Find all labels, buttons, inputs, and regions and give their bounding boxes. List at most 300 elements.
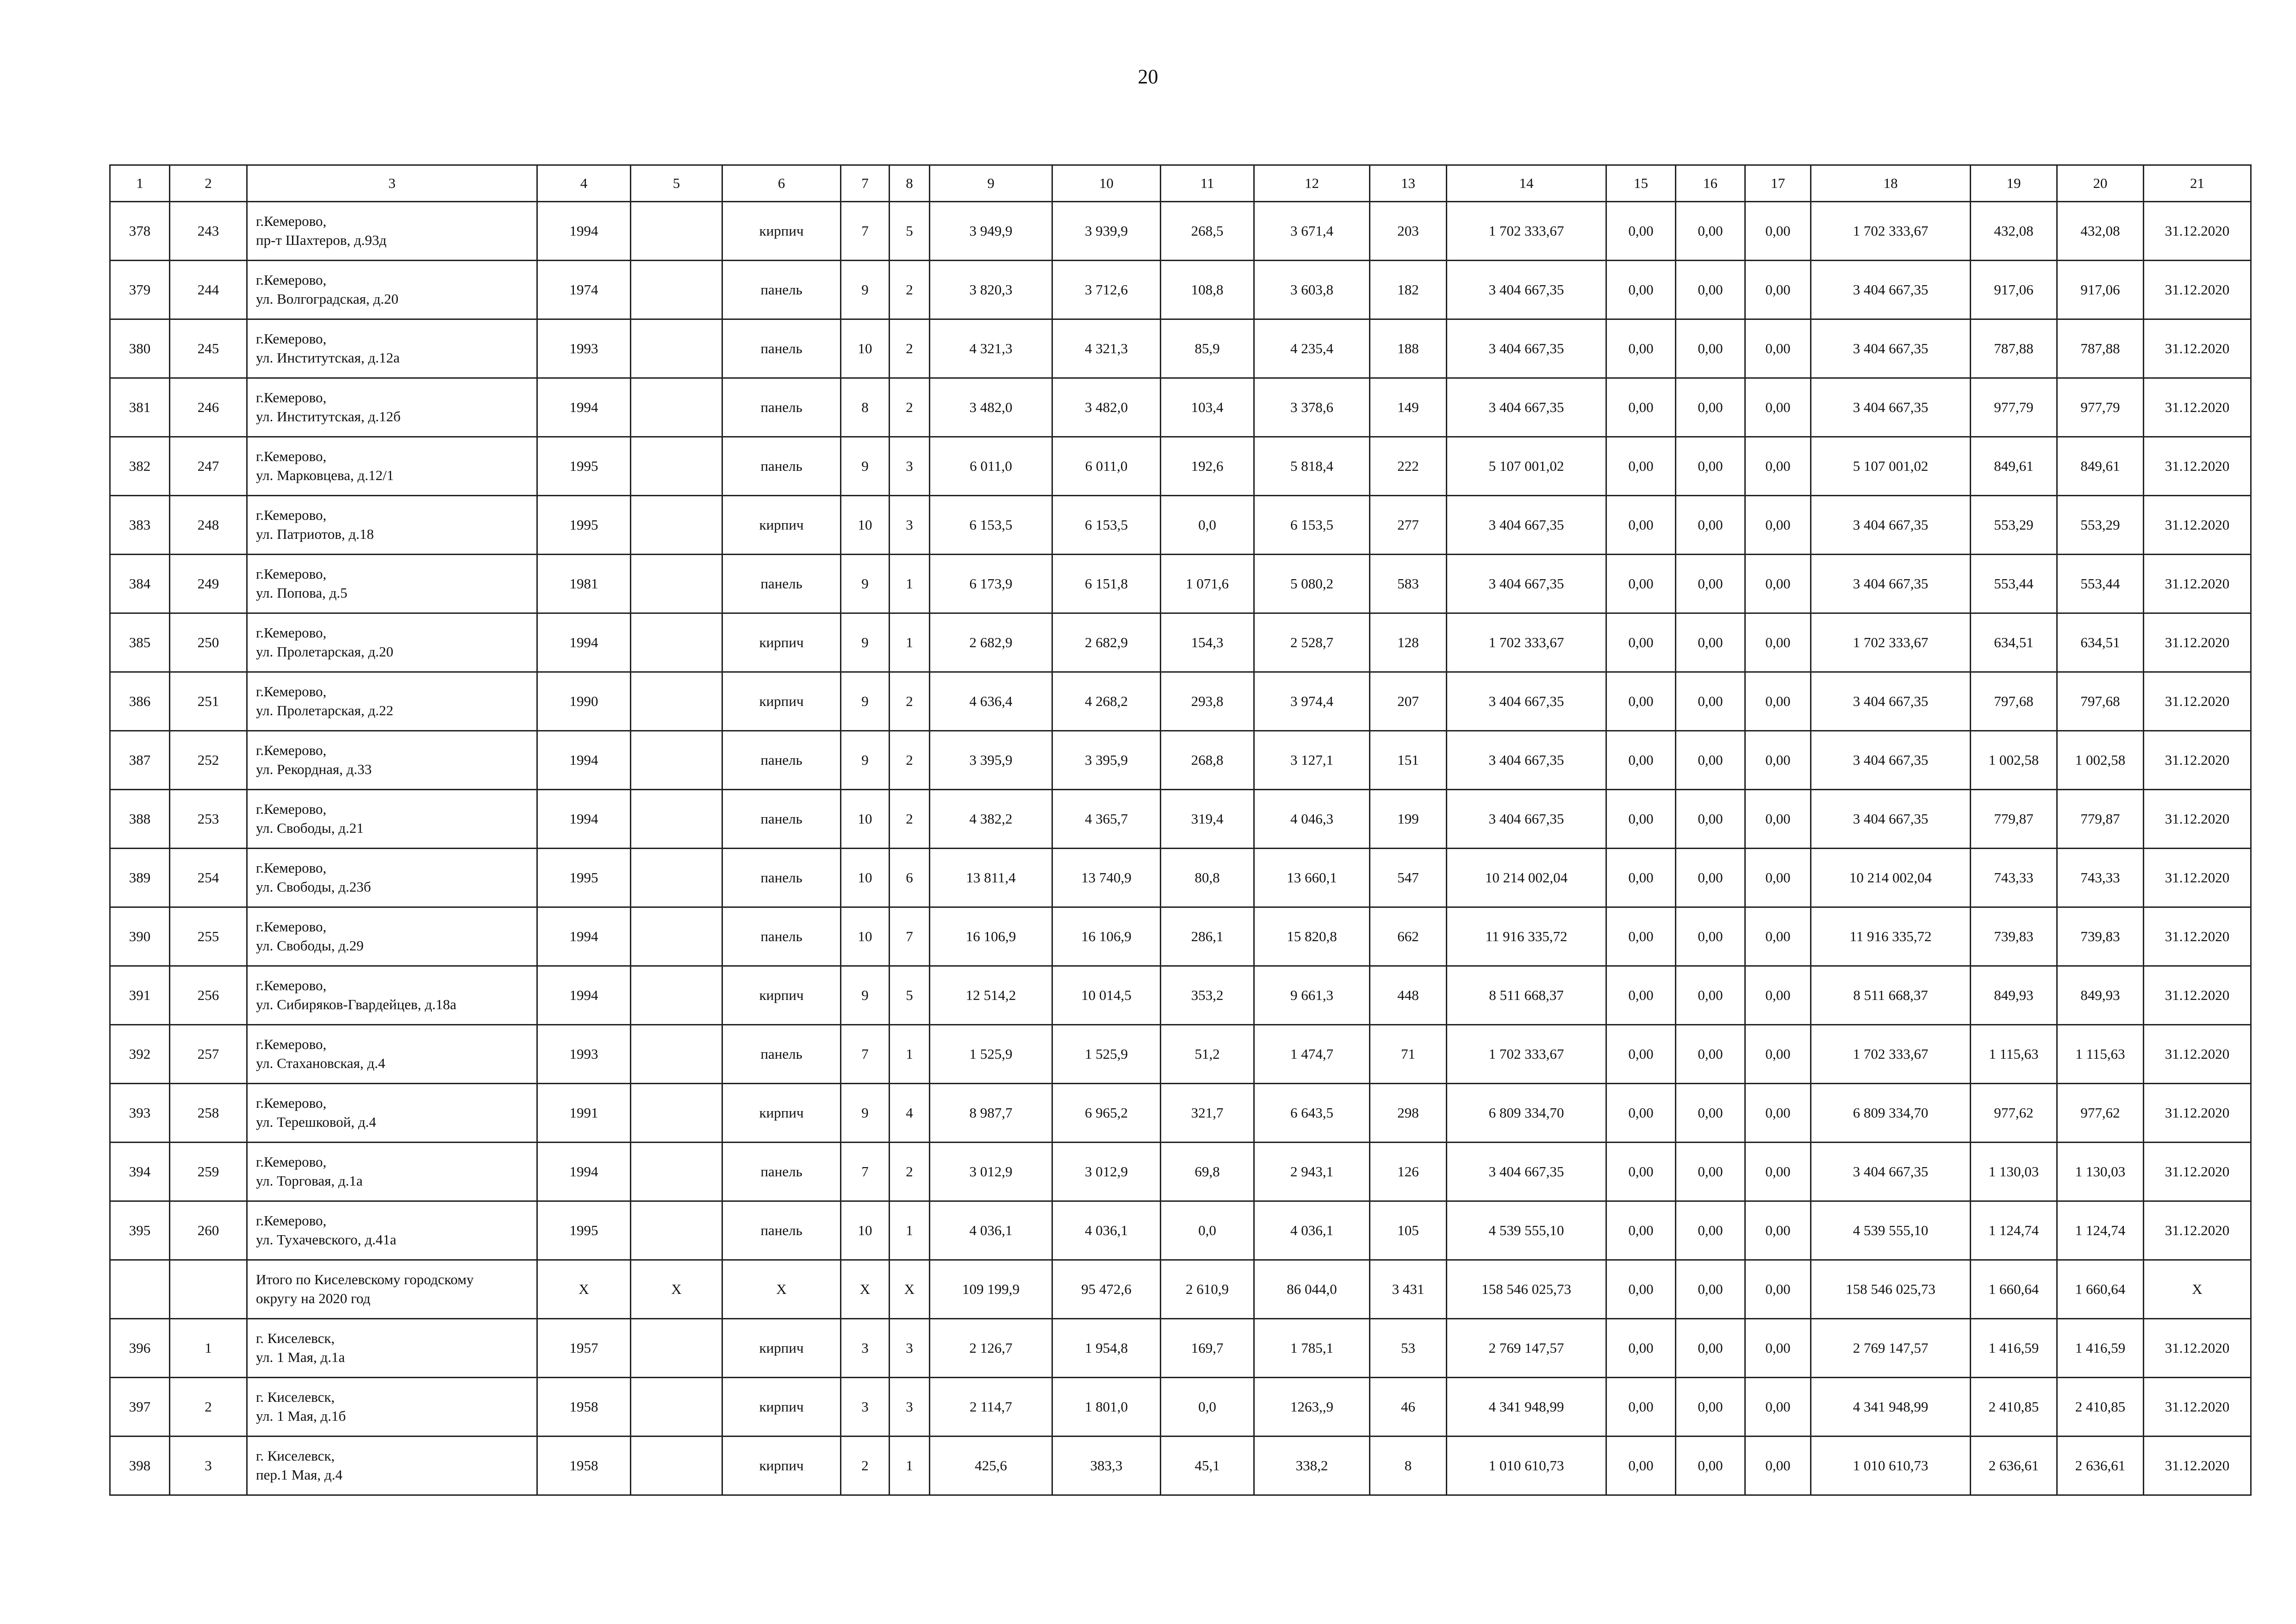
area-col11: 319,4 [1161, 790, 1254, 849]
row-number: 387 [110, 731, 170, 790]
area-col11: 268,8 [1161, 731, 1254, 790]
row-number: 395 [110, 1201, 170, 1260]
completion-date: 31.12.2020 [2144, 613, 2251, 672]
address-cell [247, 319, 537, 378]
row-number: 378 [110, 202, 170, 261]
residents-count: 151 [1370, 731, 1447, 790]
cost-total: 1 702 333,67 [1447, 1025, 1606, 1084]
year-built: 1981 [537, 555, 631, 613]
cost-col16: 0,00 [1676, 496, 1745, 555]
address-street: ул. Тухачевского, д.41а [256, 1231, 397, 1248]
residents-count: 583 [1370, 555, 1447, 613]
floors-count: 9 [841, 672, 890, 731]
cell-col5: X [631, 1260, 722, 1319]
floors-count: 7 [841, 202, 890, 261]
address-street: ул. 1 Мая, д.1а [256, 1349, 345, 1365]
address-cell [247, 1143, 537, 1201]
area-col12: 15 820,8 [1254, 907, 1370, 966]
cost-col17: 0,00 [1745, 790, 1811, 849]
entrances-count: 3 [890, 1378, 930, 1437]
area-col12: 3 671,4 [1254, 202, 1370, 261]
local-number [170, 1260, 247, 1319]
cost-total: 1 702 333,67 [1447, 202, 1606, 261]
cost-col18: 1 702 333,67 [1811, 613, 1971, 672]
row-number: 384 [110, 555, 170, 613]
completion-date: 31.12.2020 [2144, 1201, 2251, 1260]
area-col11: 2 610,9 [1161, 1260, 1254, 1319]
unit-cost-col19: 1 416,59 [1971, 1319, 2057, 1378]
residents-count: 71 [1370, 1025, 1447, 1084]
year-built: 1995 [537, 496, 631, 555]
year-built: 1958 [537, 1437, 631, 1495]
column-header: 18 [1811, 165, 1971, 202]
cost-col15: 0,00 [1606, 378, 1676, 437]
local-number: 247 [170, 437, 247, 496]
unit-cost-col20: 849,61 [2057, 437, 2144, 496]
column-header: 20 [2057, 165, 2144, 202]
completion-date: 31.12.2020 [2144, 1143, 2251, 1201]
cell-col5 [631, 613, 722, 672]
unit-cost-col20: 1 660,64 [2057, 1260, 2144, 1319]
residents-count: 277 [1370, 496, 1447, 555]
completion-date: 31.12.2020 [2144, 378, 2251, 437]
unit-cost-col20: 739,83 [2057, 907, 2144, 966]
residents-count: 547 [1370, 849, 1447, 907]
wall-material: панель [722, 1201, 841, 1260]
cost-total: 8 511 668,37 [1447, 966, 1606, 1025]
area-col12: 1 474,7 [1254, 1025, 1370, 1084]
wall-material: панель [722, 790, 841, 849]
local-number: 1 [170, 1319, 247, 1378]
cost-total: 3 404 667,35 [1447, 555, 1606, 613]
address-city: г.Кемерово, [256, 507, 327, 524]
address-city: г.Кемерово, [256, 213, 327, 230]
floors-count: 9 [841, 437, 890, 496]
completion-date: 31.12.2020 [2144, 1084, 2251, 1143]
row-number: 379 [110, 261, 170, 319]
address-cell [247, 672, 537, 731]
cost-col18: 10 214 002,04 [1811, 849, 1971, 907]
cost-col17: 0,00 [1745, 672, 1811, 731]
column-header: 5 [631, 165, 722, 202]
residents-count: 46 [1370, 1378, 1447, 1437]
year-built: 1993 [537, 319, 631, 378]
address-street: ул. Попова, д.5 [256, 585, 348, 601]
unit-cost-col19: 432,08 [1971, 202, 2057, 261]
entrances-count: 3 [890, 1319, 930, 1378]
address-street: пер.1 Мая, д.4 [256, 1467, 342, 1483]
floors-count: 8 [841, 378, 890, 437]
cost-col15: 0,00 [1606, 790, 1676, 849]
entrances-count: 1 [890, 555, 930, 613]
unit-cost-col20: 1 002,58 [2057, 731, 2144, 790]
area-col12: 9 661,3 [1254, 966, 1370, 1025]
address-street: ул. Свободы, д.21 [256, 820, 364, 836]
column-header: 13 [1370, 165, 1447, 202]
total-area: 13 811,4 [930, 849, 1052, 907]
address-city: Итого по Киселевскому городскому [256, 1271, 474, 1288]
completion-date: 31.12.2020 [2144, 672, 2251, 731]
cost-col16: 0,00 [1676, 1084, 1745, 1143]
row-number [110, 1260, 170, 1319]
table-row [110, 202, 2251, 261]
table-row [110, 1201, 2251, 1260]
total-area: 3 949,9 [930, 202, 1052, 261]
cost-col17: 0,00 [1745, 613, 1811, 672]
entrances-count: 3 [890, 496, 930, 555]
total-area: 6 173,9 [930, 555, 1052, 613]
address-cell [247, 613, 537, 672]
area-col12: 13 660,1 [1254, 849, 1370, 907]
local-number: 258 [170, 1084, 247, 1143]
wall-material: панель [722, 1143, 841, 1201]
completion-date: 31.12.2020 [2144, 261, 2251, 319]
year-built: 1995 [537, 437, 631, 496]
page-number: 20 [1138, 65, 1158, 88]
cost-col18: 1 702 333,67 [1811, 1025, 1971, 1084]
address-city: г.Кемерово, [256, 272, 327, 288]
cost-col15: 0,00 [1606, 1201, 1676, 1260]
cost-col17: 0,00 [1745, 1201, 1811, 1260]
floors-count: 7 [841, 1143, 890, 1201]
area-col10: 1 801,0 [1052, 1378, 1161, 1437]
unit-cost-col20: 634,51 [2057, 613, 2144, 672]
unit-cost-col20: 2 410,85 [2057, 1378, 2144, 1437]
area-col11: 286,1 [1161, 907, 1254, 966]
completion-date: 31.12.2020 [2144, 1025, 2251, 1084]
completion-date: 31.12.2020 [2144, 1319, 2251, 1378]
entrances-count: 5 [890, 202, 930, 261]
year-built: 1994 [537, 907, 631, 966]
residents-count: 53 [1370, 1319, 1447, 1378]
cost-col18: 6 809 334,70 [1811, 1084, 1971, 1143]
address-city: г.Кемерово, [256, 742, 327, 759]
area-col10: 6 011,0 [1052, 437, 1161, 496]
wall-material: панель [722, 437, 841, 496]
address-street: ул. Терешковой, д.4 [256, 1114, 376, 1130]
area-col10: 4 268,2 [1052, 672, 1161, 731]
floors-count: 10 [841, 496, 890, 555]
area-col12: 4 036,1 [1254, 1201, 1370, 1260]
cost-col15: 0,00 [1606, 672, 1676, 731]
cost-col18: 158 546 025,73 [1811, 1260, 1971, 1319]
local-number: 257 [170, 1025, 247, 1084]
column-header: 12 [1254, 165, 1370, 202]
area-col11: 0,0 [1161, 1201, 1254, 1260]
area-col12: 5 818,4 [1254, 437, 1370, 496]
cost-total: 10 214 002,04 [1447, 849, 1606, 907]
cell-col5 [631, 849, 722, 907]
address-cell [247, 1201, 537, 1260]
column-header: 2 [170, 165, 247, 202]
cost-col17: 0,00 [1745, 202, 1811, 261]
cost-col18: 3 404 667,35 [1811, 1143, 1971, 1201]
residents-count: 207 [1370, 672, 1447, 731]
entrances-count: 2 [890, 1143, 930, 1201]
cell-col5 [631, 1143, 722, 1201]
cost-total: 1 702 333,67 [1447, 613, 1606, 672]
area-col11: 103,4 [1161, 378, 1254, 437]
cost-total: 158 546 025,73 [1447, 1260, 1606, 1319]
area-col10: 95 472,6 [1052, 1260, 1161, 1319]
cell-col5 [631, 1437, 722, 1495]
residents-count: 126 [1370, 1143, 1447, 1201]
cost-col16: 0,00 [1676, 202, 1745, 261]
address-city: г.Кемерово, [256, 977, 327, 994]
cost-total: 4 539 555,10 [1447, 1201, 1606, 1260]
cell-col5 [631, 1378, 722, 1437]
address-street: ул. Марковцева, д.12/1 [256, 467, 394, 483]
unit-cost-col20: 1 416,59 [2057, 1319, 2144, 1378]
residents-count: 128 [1370, 613, 1447, 672]
wall-material: панель [722, 907, 841, 966]
residents-count: 188 [1370, 319, 1447, 378]
unit-cost-col20: 1 115,63 [2057, 1025, 2144, 1084]
table-row [110, 1260, 2251, 1319]
entrances-count: 1 [890, 1025, 930, 1084]
entrances-count: 2 [890, 261, 930, 319]
address-street: ул. Свободы, д.23б [256, 879, 371, 895]
completion-date: 31.12.2020 [2144, 496, 2251, 555]
unit-cost-col20: 977,79 [2057, 378, 2144, 437]
area-col12: 3 378,6 [1254, 378, 1370, 437]
column-header: 6 [722, 165, 841, 202]
unit-cost-col20: 432,08 [2057, 202, 2144, 261]
column-header: 4 [537, 165, 631, 202]
row-number: 396 [110, 1319, 170, 1378]
entrances-count: X [890, 1260, 930, 1319]
address-cell [247, 1319, 537, 1378]
table-row [110, 1143, 2251, 1201]
wall-material: панель [722, 555, 841, 613]
local-number: 249 [170, 555, 247, 613]
area-col12: 1263,,9 [1254, 1378, 1370, 1437]
year-built: 1993 [537, 1025, 631, 1084]
cost-col15: 0,00 [1606, 1260, 1676, 1319]
area-col10: 4 321,3 [1052, 319, 1161, 378]
address-city: г.Кемерово, [256, 683, 327, 700]
area-col11: 80,8 [1161, 849, 1254, 907]
area-col12: 4 046,3 [1254, 790, 1370, 849]
area-col11: 69,8 [1161, 1143, 1254, 1201]
wall-material: кирпич [722, 1319, 841, 1378]
total-area: 109 199,9 [930, 1260, 1052, 1319]
cell-col5 [631, 1319, 722, 1378]
area-col11: 0,0 [1161, 496, 1254, 555]
unit-cost-col19: 1 002,58 [1971, 731, 2057, 790]
entrances-count: 5 [890, 966, 930, 1025]
total-area: 2 114,7 [930, 1378, 1052, 1437]
year-built: 1974 [537, 261, 631, 319]
unit-cost-col20: 1 130,03 [2057, 1143, 2144, 1201]
entrances-count: 2 [890, 790, 930, 849]
address-cell [247, 907, 537, 966]
cost-col17: 0,00 [1745, 1025, 1811, 1084]
cost-total: 11 916 335,72 [1447, 907, 1606, 966]
area-col10: 16 106,9 [1052, 907, 1161, 966]
cell-col5 [631, 437, 722, 496]
local-number: 252 [170, 731, 247, 790]
unit-cost-col19: 739,83 [1971, 907, 2057, 966]
area-col10: 3 395,9 [1052, 731, 1161, 790]
total-area: 4 321,3 [930, 319, 1052, 378]
address-city: г.Кемерово, [256, 448, 327, 465]
residents-count: 8 [1370, 1437, 1447, 1495]
total-area: 3 395,9 [930, 731, 1052, 790]
entrances-count: 6 [890, 849, 930, 907]
local-number: 254 [170, 849, 247, 907]
residents-count: 149 [1370, 378, 1447, 437]
area-col11: 293,8 [1161, 672, 1254, 731]
cost-col17: 0,00 [1745, 1378, 1811, 1437]
area-col12: 2 943,1 [1254, 1143, 1370, 1201]
wall-material: кирпич [722, 1084, 841, 1143]
cost-col17: 0,00 [1745, 1084, 1811, 1143]
address-street: ул. Пролетарская, д.20 [256, 643, 393, 660]
table-row [110, 1084, 2251, 1143]
area-col11: 1 071,6 [1161, 555, 1254, 613]
completion-date: 31.12.2020 [2144, 966, 2251, 1025]
wall-material: кирпич [722, 1378, 841, 1437]
row-number: 386 [110, 672, 170, 731]
entrances-count: 7 [890, 907, 930, 966]
residents-count: 199 [1370, 790, 1447, 849]
area-col11: 154,3 [1161, 613, 1254, 672]
residents-count: 448 [1370, 966, 1447, 1025]
local-number: 243 [170, 202, 247, 261]
unit-cost-col20: 779,87 [2057, 790, 2144, 849]
address-street: ул. Патриотов, д.18 [256, 526, 374, 542]
year-built: 1991 [537, 1084, 631, 1143]
cost-total: 3 404 667,35 [1447, 790, 1606, 849]
cost-col15: 0,00 [1606, 731, 1676, 790]
table-row [110, 613, 2251, 672]
table-row [110, 1437, 2251, 1495]
year-built: 1994 [537, 966, 631, 1025]
cost-col15: 0,00 [1606, 1319, 1676, 1378]
area-col12: 3 127,1 [1254, 731, 1370, 790]
address-street: ул. 1 Мая, д.1б [256, 1408, 346, 1424]
entrances-count: 4 [890, 1084, 930, 1143]
cost-col17: 0,00 [1745, 1319, 1811, 1378]
address-cell [247, 378, 537, 437]
local-number: 2 [170, 1378, 247, 1437]
area-col10: 3 939,9 [1052, 202, 1161, 261]
cost-col16: 0,00 [1676, 731, 1745, 790]
local-number: 256 [170, 966, 247, 1025]
cell-col5 [631, 907, 722, 966]
local-number: 260 [170, 1201, 247, 1260]
cell-col5 [631, 966, 722, 1025]
area-col11: 192,6 [1161, 437, 1254, 496]
cost-col16: 0,00 [1676, 555, 1745, 613]
area-col10: 1 954,8 [1052, 1319, 1161, 1378]
column-header: 9 [930, 165, 1052, 202]
unit-cost-col20: 553,44 [2057, 555, 2144, 613]
address-street: пр-т Шахтеров, д.93д [256, 232, 387, 248]
floors-count: 3 [841, 1319, 890, 1378]
table-row [110, 319, 2251, 378]
wall-material: панель [722, 849, 841, 907]
completion-date: 31.12.2020 [2144, 790, 2251, 849]
cost-col16: 0,00 [1676, 319, 1745, 378]
total-area: 1 525,9 [930, 1025, 1052, 1084]
year-built: 1994 [537, 790, 631, 849]
year-built: 1957 [537, 1319, 631, 1378]
cost-total: 2 769 147,57 [1447, 1319, 1606, 1378]
local-number: 253 [170, 790, 247, 849]
cell-col5 [631, 790, 722, 849]
address-street: ул. Институтская, д.12а [256, 350, 400, 366]
unit-cost-col19: 2 410,85 [1971, 1378, 2057, 1437]
area-col11: 51,2 [1161, 1025, 1254, 1084]
area-col10: 383,3 [1052, 1437, 1161, 1495]
floors-count: 7 [841, 1025, 890, 1084]
unit-cost-col20: 849,93 [2057, 966, 2144, 1025]
cost-col16: 0,00 [1676, 1437, 1745, 1495]
area-col11: 169,7 [1161, 1319, 1254, 1378]
unit-cost-col19: 917,06 [1971, 261, 2057, 319]
address-cell [247, 966, 537, 1025]
cost-col16: 0,00 [1676, 378, 1745, 437]
cost-col16: 0,00 [1676, 907, 1745, 966]
wall-material: кирпич [722, 1437, 841, 1495]
address-street: ул. Сибиряков-Гвардейцев, д.18а [256, 996, 457, 1012]
address-street: ул. Стахановская, д.4 [256, 1055, 386, 1071]
cost-col17: 0,00 [1745, 731, 1811, 790]
unit-cost-col19: 553,29 [1971, 496, 2057, 555]
residents-count: 182 [1370, 261, 1447, 319]
cost-col16: 0,00 [1676, 1378, 1745, 1437]
completion-date: 31.12.2020 [2144, 555, 2251, 613]
unit-cost-col19: 2 636,61 [1971, 1437, 2057, 1495]
cost-col17: 0,00 [1745, 378, 1811, 437]
address-street: ул. Торговая, д.1а [256, 1173, 363, 1189]
area-col12: 6 643,5 [1254, 1084, 1370, 1143]
cost-col15: 0,00 [1606, 202, 1676, 261]
area-col11: 353,2 [1161, 966, 1254, 1025]
cost-total: 1 010 610,73 [1447, 1437, 1606, 1495]
cost-col18: 1 010 610,73 [1811, 1437, 1971, 1495]
cost-col15: 0,00 [1606, 496, 1676, 555]
completion-date: 31.12.2020 [2144, 437, 2251, 496]
area-col11: 108,8 [1161, 261, 1254, 319]
wall-material: кирпич [722, 496, 841, 555]
unit-cost-col20: 743,33 [2057, 849, 2144, 907]
wall-material: панель [722, 731, 841, 790]
cost-col18: 3 404 667,35 [1811, 319, 1971, 378]
address-city: г. Киселевск, [256, 1389, 335, 1405]
row-number: 394 [110, 1143, 170, 1201]
unit-cost-col20: 1 124,74 [2057, 1201, 2144, 1260]
unit-cost-col20: 2 636,61 [2057, 1437, 2144, 1495]
row-number: 380 [110, 319, 170, 378]
cost-total: 3 404 667,35 [1447, 672, 1606, 731]
address-cell [247, 496, 537, 555]
completion-date: 31.12.2020 [2144, 319, 2251, 378]
column-header: 8 [890, 165, 930, 202]
local-number: 255 [170, 907, 247, 966]
address-cell [247, 1378, 537, 1437]
cost-col16: 0,00 [1676, 1260, 1745, 1319]
column-header: 10 [1052, 165, 1161, 202]
floors-count: 10 [841, 790, 890, 849]
address-cell [247, 1260, 537, 1319]
cost-col18: 3 404 667,35 [1811, 496, 1971, 555]
cost-col18: 1 702 333,67 [1811, 202, 1971, 261]
unit-cost-col19: 634,51 [1971, 613, 2057, 672]
area-col11: 45,1 [1161, 1437, 1254, 1495]
